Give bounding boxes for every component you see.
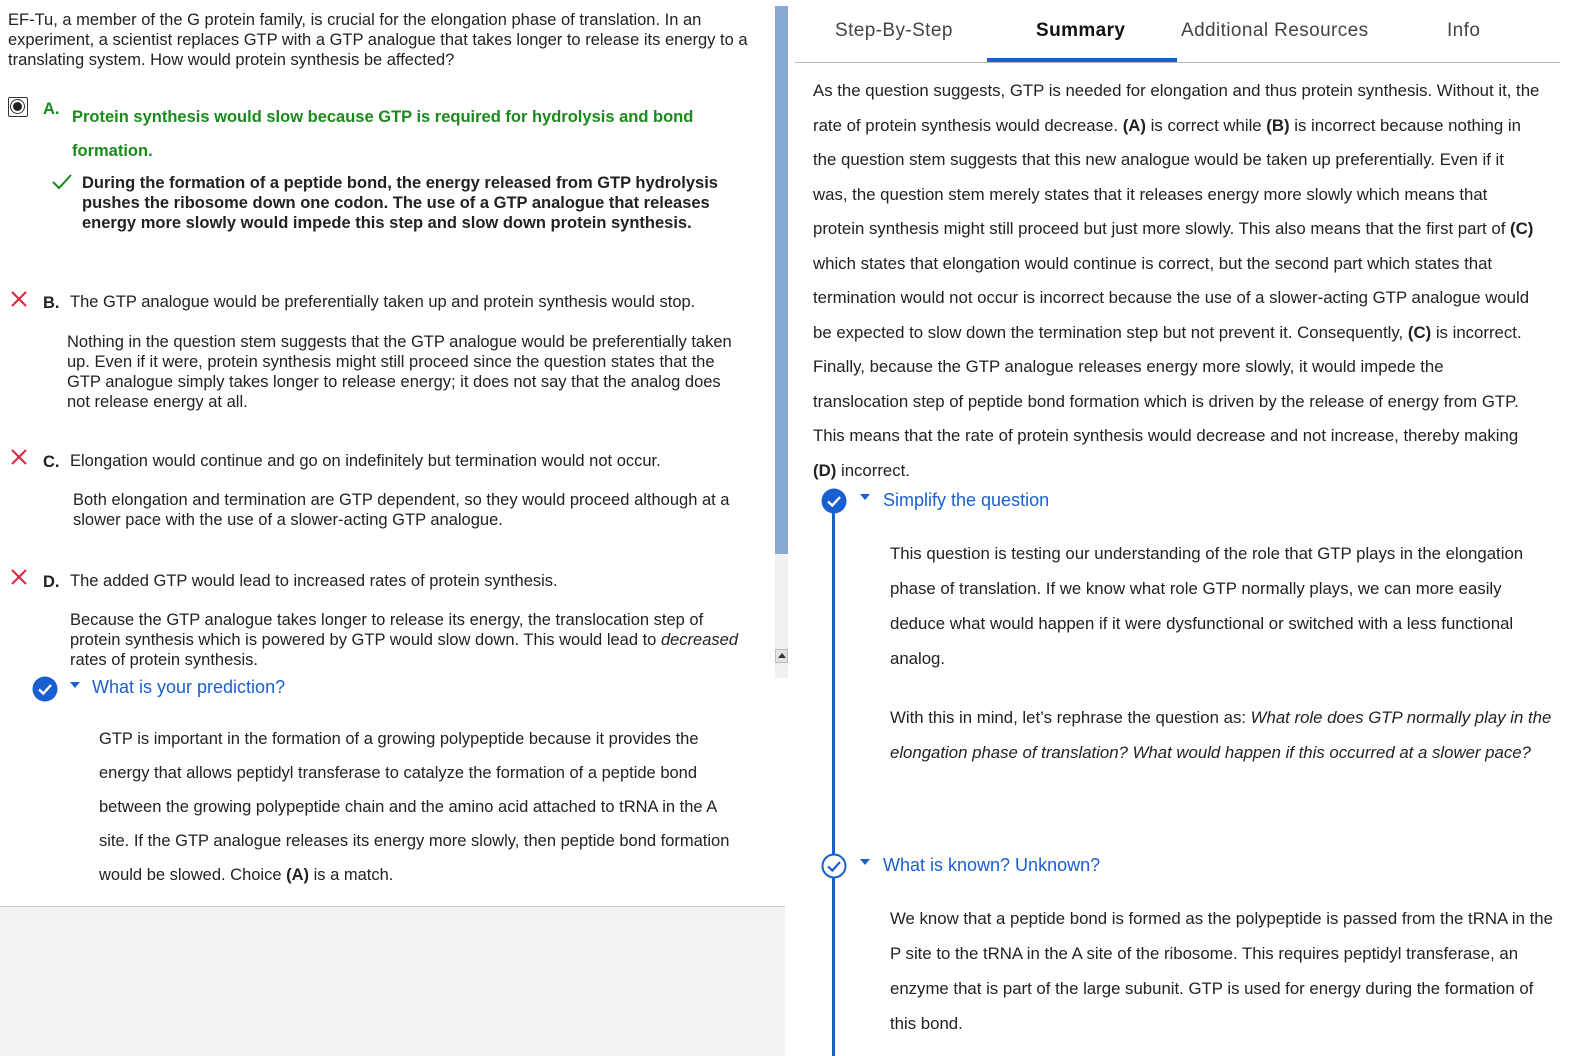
radio-selected-icon[interactable] (8, 97, 28, 117)
option-c-explanation: Both elongation and termination are GTP dependent, so they would proceed although at a slower pace with the use of a slower-acting GTP analogue. (73, 491, 730, 529)
tab-step-by-step[interactable]: Step-By-Step (835, 20, 953, 41)
left-footer-area (0, 907, 785, 1056)
question-panel (0, 0, 760, 890)
scroll-up-arrow-icon[interactable] (775, 649, 788, 663)
x-icon (10, 290, 28, 308)
tab-bar (795, 0, 1560, 63)
option-b-text[interactable]: The GTP analogue would be preferentially taken up and protein synthesis would stop. (70, 293, 696, 311)
option-b-explanation: Nothing in the question stem suggests that the GTP analogue would be preferentially taken up. Even if it were, protein synthesis might still proceed since the question states that the GTP analogue simply takes longer to release energy; it does not say that the analog does not release energy at all. (67, 333, 732, 411)
summary-text: As the question suggests, GTP is needed for elongation and thus protein synthesis. Without it, the rate of protein synthesis would decrease. (A) is correct while (B) is incorrect because nothing in the question stem suggests that this new analogue would be taken up preferentially. Even if it was, the question stem merely states that it releases energy more slowly which means that protein synthesis might still proceed but just more slowly. This also means that the first part of (C) which states that elongation would continue is correct, but the second part which states that termination would not occur is incorrect because the use of a slower-acting GTP analogue would be expected to slow down the termination step but not prevent it. Consequently, (C) is incorrect. Finally, because the GTP analogue releases energy more slowly, it would impede the translocation step of peptide bond formation which is driven by the release of energy from GTP. This means that the rate of protein synthesis would decrease and not increase, thereby making (D) incorrect. (813, 81, 1540, 480)
x-icon (10, 448, 28, 466)
scrollbar-thumb[interactable] (775, 6, 788, 554)
option-d-letter: D. (43, 573, 60, 591)
step-simplify-rephrase: With this in mind, let’s rephrase the question as: What role does GTP normally play in the elongation phase of translation? What would happen if this occurred at a slower pace? (890, 708, 1552, 762)
prediction-toggle[interactable]: What is your prediction? (92, 677, 286, 697)
tab-additional-resources[interactable]: Additional Resources (1181, 20, 1369, 41)
option-c-text[interactable]: Elongation would continue and go on indefinitely but termination would not occur. (70, 452, 661, 470)
step-simplify-toggle[interactable]: Simplify the question (883, 490, 1050, 510)
check-circle-icon (821, 488, 847, 514)
option-d-text[interactable]: The added GTP would lead to increased rates of protein synthesis. (70, 572, 558, 590)
step-simplify-paragraph: This question is testing our understanding of the role that GTP plays in the elongation phase of translation. If we know what role GTP normally plays, we can more easily deduce what would happen if it were dysfunctional or switched with a less functional analog. (890, 544, 1524, 668)
step-known-toggle[interactable]: What is known? Unknown? (883, 855, 1101, 875)
question-stem: EF-Tu, a member of the G protein family, is crucial for the elongation phase of translation. In an experiment, a scientist replaces GTP with a GTP analogue that takes longer to release its energy to a translating system. How would protein synthesis be affected? (8, 11, 748, 69)
caret-down-icon[interactable] (70, 682, 80, 688)
option-d-explanation: Because the GTP analogue takes longer to release its energy, the translocation step of protein synthesis which is powered by GTP would slow down. This would lead to decreased rates of protein synthesis. (70, 611, 739, 669)
x-icon (10, 568, 28, 586)
step-known-paragraph: We know that a peptide bond is formed as the polypeptide is passed from the tRNA in the P site to the tRNA in the A site of the ribosome. This requires peptidyl transferase, an enzyme that is part of the large subunit. GTP is used for energy during the formation of this bond. (890, 909, 1553, 1033)
option-a-letter: A. (43, 100, 60, 118)
check-circle-icon (32, 676, 58, 702)
timeline-line (832, 512, 835, 1056)
option-a-explanation: During the formation of a peptide bond, the energy released from GTP hydrolysis pushes the ribosome down one codon. The use of a GTP analogue that releases energy more slowly would impede this step and slow down protein synthesis. (82, 174, 718, 232)
option-b-letter: B. (43, 294, 60, 312)
checkmark-icon (51, 173, 73, 191)
option-a-text[interactable]: Protein synthesis would slow because GTP is required for hydrolysis and bond formation. (72, 108, 694, 160)
tab-info[interactable]: Info (1447, 20, 1481, 41)
tab-summary[interactable]: Summary (1036, 20, 1126, 41)
caret-down-icon[interactable] (860, 859, 870, 865)
scrollbar[interactable] (775, 6, 788, 678)
caret-down-icon[interactable] (860, 494, 870, 500)
active-tab-indicator (987, 58, 1177, 62)
check-circle-icon (821, 853, 847, 879)
option-c-letter: C. (43, 453, 60, 471)
prediction-text: GTP is important in the formation of a growing polypeptide because it provides the energy that allows peptidyl transferase to catalyze the formation of a peptide bond between the growing polypeptide chain and the amino acid attached to tRNA in the A site. If the GTP analogue releases its energy more slowly, then peptide bond formation would be slowed. Choice (A) is a match. (99, 730, 730, 884)
